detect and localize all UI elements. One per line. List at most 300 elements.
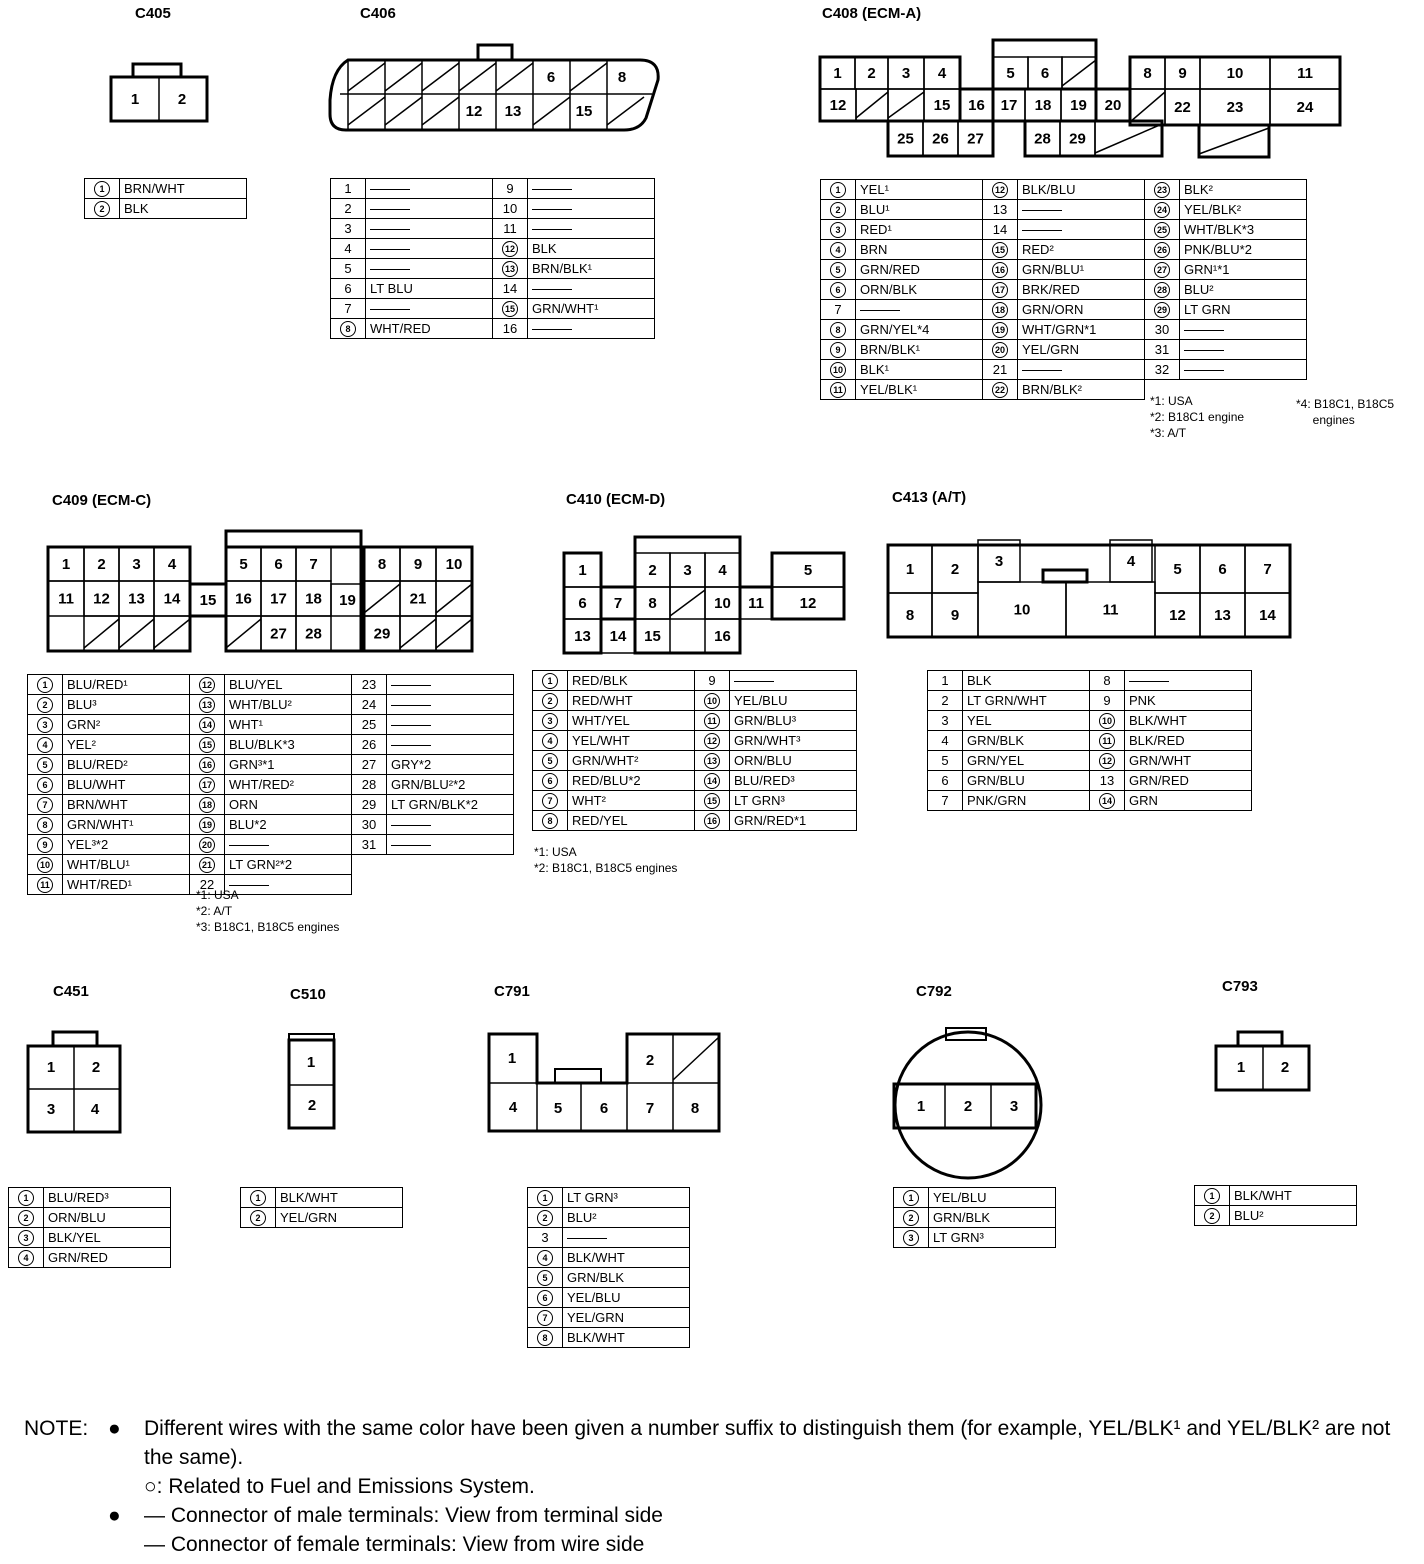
pin-number — [533, 811, 568, 831]
wire-color — [225, 775, 352, 795]
wire-color-text: GRN/BLU — [967, 773, 1025, 788]
circled-pin-number: 12 — [1099, 753, 1115, 769]
cavity-number: 15 — [199, 592, 217, 609]
wire-color — [63, 695, 190, 715]
circled-pin-number: 8 — [542, 813, 558, 829]
wire-color — [387, 815, 514, 835]
bullet-icon: ● — [108, 1504, 121, 1527]
cavity-number: 13 — [574, 628, 591, 645]
cavity-number: 27 — [967, 130, 984, 148]
cavity-number: 27 — [270, 625, 287, 643]
wire-color — [730, 751, 857, 771]
wire-color-text: BLU/WHT — [67, 777, 126, 792]
pin-number — [28, 675, 63, 695]
wire-color — [44, 1208, 171, 1228]
wire-color — [856, 180, 983, 200]
wire-color — [1125, 751, 1252, 771]
cavity-number: 1 — [833, 65, 842, 82]
wire-color — [856, 260, 983, 280]
wire-color — [44, 1248, 171, 1268]
cavity-number: 12 — [1169, 607, 1186, 624]
pin-number — [1145, 180, 1180, 200]
pin-number — [528, 1288, 563, 1308]
pin-number — [28, 755, 63, 775]
pin-row — [28, 755, 514, 775]
pin-number — [983, 200, 1018, 220]
pin-number-text: 30 — [1154, 322, 1170, 337]
circled-pin-number: 10 — [704, 693, 720, 709]
cavity-number: 3 — [901, 65, 911, 82]
wire-color — [1125, 771, 1252, 791]
cavity-number: 2 — [91, 1059, 101, 1076]
circled-pin-number: 2 — [537, 1210, 553, 1226]
cavity-number: 18 — [305, 590, 322, 608]
pin-row — [821, 260, 1307, 280]
circled-pin-number: 19 — [992, 322, 1008, 338]
wire-color — [963, 751, 1090, 771]
circled-pin-number: 6 — [542, 773, 558, 789]
circled-pin-number: 18 — [199, 797, 215, 813]
circled-pin-number: 11 — [1099, 733, 1115, 749]
wire-color — [1018, 320, 1145, 340]
wire-color — [1180, 220, 1307, 240]
wire-color — [1018, 280, 1145, 300]
wire-color-text: BLK/WHT — [567, 1330, 625, 1345]
no-wire-dash — [370, 209, 410, 210]
pin-row — [821, 240, 1307, 260]
circled-pin-number: 16 — [704, 813, 720, 829]
wire-color — [63, 735, 190, 755]
pin-number — [528, 1208, 563, 1228]
pin-number — [1090, 711, 1125, 731]
wire-color — [120, 179, 247, 199]
wire-color-text: LT GRN³ — [734, 793, 785, 808]
c410-pin-table — [532, 670, 857, 831]
pin-number — [821, 280, 856, 300]
wire-color — [276, 1208, 403, 1228]
no-wire-dash — [391, 705, 431, 706]
cavity-number: 28 — [1034, 130, 1051, 148]
blank-cavity-slash — [422, 97, 459, 125]
blank-cavity-slash — [119, 619, 154, 648]
pin-row — [528, 1308, 690, 1328]
wire-color — [1018, 240, 1145, 260]
wire-color-text: ORN/BLU — [734, 753, 792, 768]
blank-cavity-slash — [364, 584, 400, 613]
pin-row — [894, 1188, 1056, 1208]
pin-row — [528, 1288, 690, 1308]
c413-title: C413 (A/T) — [892, 489, 967, 506]
wire-color-text: ORN — [229, 797, 258, 812]
cavity-number: 6 — [274, 556, 283, 573]
note-block — [24, 1414, 1414, 1559]
pin-number — [493, 199, 528, 219]
cavity-number: 8 — [377, 556, 387, 573]
wire-color — [568, 731, 695, 751]
pin-number — [928, 791, 963, 811]
no-wire-dash — [1129, 681, 1169, 682]
note-line-1: Different wires with the same color have been given a number suffix to distinguish them (for example, YEL/BLK¹ and YEL/BLK² are not the same). — [144, 1417, 1391, 1469]
wire-color — [1180, 240, 1307, 260]
c410-title: C410 (ECM-D) — [566, 491, 666, 508]
pin-row — [331, 239, 655, 259]
blank-cavity-slash — [1062, 60, 1096, 86]
circled-pin-number: 11 — [37, 877, 53, 893]
wire-color — [568, 691, 695, 711]
pin-number — [352, 675, 387, 695]
pin-number-text: 24 — [361, 697, 377, 712]
c409-pin-table — [27, 674, 514, 895]
no-wire-dash — [229, 845, 269, 846]
wire-color-text: YEL/GRN — [567, 1310, 625, 1325]
wire-color — [929, 1208, 1056, 1228]
wire-color — [568, 671, 695, 691]
wire-color — [1180, 200, 1307, 220]
wire-color-text: BLK — [124, 201, 149, 216]
pin-row — [533, 751, 857, 771]
no-wire-dash — [532, 329, 572, 330]
cavity-number: 4 — [508, 1099, 518, 1116]
wire-color — [963, 711, 1090, 731]
cavity-number: 1 — [306, 1054, 316, 1071]
circled-pin-number: 13 — [704, 753, 720, 769]
circled-pin-number: 28 — [1154, 282, 1170, 298]
blank-cavity-slash — [348, 63, 385, 91]
pin-number-text: 6 — [941, 773, 949, 788]
c409-title: C409 (ECM-C) — [52, 492, 152, 509]
c451-pin-table — [8, 1187, 171, 1268]
no-wire-dash — [532, 189, 572, 190]
no-wire-dash — [391, 725, 431, 726]
circled-pin-number: 1 — [94, 181, 110, 197]
circled-pin-number: 17 — [992, 282, 1008, 298]
pin-number-text: 10 — [502, 201, 518, 216]
wire-color — [63, 775, 190, 795]
wire-color-text: RED/YEL — [572, 813, 628, 828]
cavity-number: 2 — [97, 556, 106, 573]
circled-pin-number: 1 — [250, 1190, 266, 1206]
pin-row — [528, 1188, 690, 1208]
no-wire-dash — [370, 309, 410, 310]
pin-row — [894, 1228, 1056, 1248]
pin-row — [85, 199, 247, 219]
wire-color-text: GRN/WHT² — [572, 753, 639, 768]
circled-pin-number: 1 — [537, 1190, 553, 1206]
pin-number-text: 3 — [541, 1230, 549, 1245]
circled-pin-number: 27 — [1154, 262, 1170, 278]
pin-number — [1090, 691, 1125, 711]
wire-color — [366, 259, 493, 279]
wire-color-text: PNK — [1129, 693, 1156, 708]
pin-row — [28, 735, 514, 755]
wire-color — [563, 1208, 690, 1228]
wire-color-text: BRN — [860, 242, 888, 257]
circled-pin-number: 3 — [18, 1230, 34, 1246]
pin-number-text: 26 — [361, 737, 377, 752]
no-wire-dash — [370, 189, 410, 190]
note-line-3: — Connector of male terminals: View from terminal side — [144, 1504, 663, 1527]
wire-color-text: WHT/BLU² — [229, 697, 292, 712]
wire-color-text: GRN/WHT — [1129, 753, 1192, 768]
wire-color-text: GRN/RED — [1129, 773, 1189, 788]
wire-color-text: BLK/WHT — [1234, 1188, 1292, 1203]
wire-color — [1180, 360, 1307, 380]
wire-color-text: BLU/RED² — [67, 757, 128, 772]
pin-row — [28, 815, 514, 835]
wire-color-text: BRK/RED — [1022, 282, 1080, 297]
connector-lock-tab — [478, 45, 512, 60]
pin-number — [528, 1248, 563, 1268]
cavity-number: 10 — [714, 595, 731, 612]
wire-color-text: GRN/BLU³ — [734, 713, 797, 728]
pin-number-text: 2 — [344, 201, 352, 216]
blank-cavity-slash — [856, 92, 888, 118]
pin-row — [528, 1208, 690, 1228]
wire-color — [44, 1228, 171, 1248]
pin-number — [28, 795, 63, 815]
cavity-number: 11 — [748, 595, 764, 612]
wire-color — [963, 731, 1090, 751]
wire-color — [63, 715, 190, 735]
wire-color-text: BLU³ — [67, 697, 97, 712]
circled-pin-number: 11 — [704, 713, 720, 729]
pin-row — [533, 811, 857, 831]
circled-pin-number: 13 — [199, 697, 215, 713]
cavity-number: 13 — [128, 590, 145, 608]
wire-color-text: BLK/WHT — [567, 1250, 625, 1265]
pin-row — [821, 300, 1307, 320]
cavity-number: 5 — [553, 1100, 563, 1117]
circled-pin-number: 10 — [1099, 713, 1115, 729]
wire-color — [366, 199, 493, 219]
c792-pin-table — [893, 1187, 1056, 1248]
cavity-number: 22 — [1174, 99, 1191, 116]
circled-pin-number: 13 — [502, 261, 518, 277]
pin-number — [28, 835, 63, 855]
pin-number — [1145, 340, 1180, 360]
pin-row — [9, 1208, 171, 1228]
blank-cavity-slash — [385, 63, 422, 91]
wire-color-text: RED¹ — [860, 222, 892, 237]
circled-pin-number: 10 — [37, 857, 53, 873]
cavity-number: 2 — [177, 91, 187, 108]
circled-pin-number: 2 — [903, 1210, 919, 1226]
pin-number — [1145, 260, 1180, 280]
wire-color-text: BLU/BLK*3 — [229, 737, 295, 752]
cavity-number: 1 — [1236, 1059, 1246, 1076]
connector-lock-tab — [226, 531, 361, 547]
circled-pin-number: 12 — [502, 241, 518, 257]
cavity-number: 23 — [1226, 99, 1244, 116]
pin-number — [331, 259, 366, 279]
pin-row — [928, 671, 1252, 691]
pin-number — [1090, 751, 1125, 771]
wire-color — [963, 671, 1090, 691]
pin-row — [331, 299, 655, 319]
no-wire-dash — [391, 825, 431, 826]
wire-color — [568, 751, 695, 771]
wire-color — [63, 675, 190, 695]
pin-number — [528, 1308, 563, 1328]
circled-pin-number: 3 — [37, 717, 53, 733]
blank-cavity-slash — [436, 584, 472, 613]
cavity-number: 13 — [1214, 607, 1231, 624]
cavity-number: 6 — [1218, 561, 1227, 578]
pin-number-text: 31 — [361, 837, 377, 852]
pin-number — [190, 815, 225, 835]
pin-number — [928, 731, 963, 751]
pin-number — [493, 299, 528, 319]
circled-pin-number: 1 — [903, 1190, 919, 1206]
no-wire-dash — [567, 1238, 607, 1239]
c405-title: C405 — [135, 5, 171, 22]
circled-pin-number: 4 — [18, 1250, 34, 1266]
pin-number — [528, 1228, 563, 1248]
pin-row — [528, 1228, 690, 1248]
blank-cavity-slash — [422, 63, 459, 91]
wire-color — [225, 735, 352, 755]
wire-color — [568, 811, 695, 831]
no-wire-dash — [860, 310, 900, 311]
pin-number — [1090, 791, 1125, 811]
pin-number — [983, 180, 1018, 200]
circled-pin-number: 2 — [542, 693, 558, 709]
cavity-number: 4 — [718, 562, 727, 579]
circled-pin-number: 12 — [199, 677, 215, 693]
no-wire-dash — [734, 681, 774, 682]
cavity-number: 7 — [1263, 561, 1272, 578]
pin-number-text: 9 — [708, 673, 716, 688]
wire-color-text: LT GRN³ — [567, 1190, 618, 1205]
pin-number — [352, 835, 387, 855]
circled-pin-number: 15 — [502, 301, 518, 317]
wire-color-text: BRN/BLK¹ — [532, 261, 592, 276]
blank-cavity-slash — [154, 619, 190, 648]
wire-color-text: BLU*2 — [229, 817, 267, 832]
pin-number-text: 13 — [1099, 773, 1115, 788]
pin-number — [352, 815, 387, 835]
connector-lock-tab — [289, 1034, 334, 1040]
c410-footnotes: *1: USA *2: B18C1, B18C5 engines — [534, 845, 678, 875]
wire-color-text: BLU² — [1234, 1208, 1264, 1223]
no-wire-dash — [1022, 230, 1062, 231]
pin-number — [928, 691, 963, 711]
connector-lock-tab — [133, 64, 181, 77]
wire-color-text: LT GRN³ — [933, 1230, 984, 1245]
wire-color — [44, 1188, 171, 1208]
wire-color — [528, 199, 655, 219]
circled-pin-number: 2 — [37, 697, 53, 713]
wire-color — [387, 755, 514, 775]
cavity-number: 16 — [968, 97, 985, 114]
wire-color-text: BRN/BLK² — [1022, 382, 1082, 397]
cavity-number: 5 — [803, 562, 813, 579]
blank-cavity-slash — [84, 619, 119, 648]
pin-number-text: 32 — [1154, 362, 1170, 377]
wire-color-text: GRN/BLK — [933, 1210, 991, 1225]
wire-color-text: GRN/BLU¹ — [1022, 262, 1085, 277]
circled-pin-number: 15 — [704, 793, 720, 809]
pin-row — [821, 320, 1307, 340]
cavity-number: 15 — [933, 97, 951, 114]
circled-pin-number: 1 — [18, 1190, 34, 1206]
wire-color — [929, 1228, 1056, 1248]
bullet-icon: ● — [108, 1417, 121, 1440]
pin-number-text: 7 — [834, 302, 842, 317]
pin-number — [983, 360, 1018, 380]
cavity-number: 11 — [58, 590, 74, 608]
circled-pin-number: 16 — [199, 757, 215, 773]
pin-number-text: 14 — [502, 281, 518, 296]
wire-color — [225, 695, 352, 715]
pin-number — [352, 735, 387, 755]
circled-pin-number: 21 — [199, 857, 215, 873]
c409-footnotes: *1: USA *2: A/T *3: B18C1, B18C5 engines — [196, 888, 340, 934]
wire-color — [225, 815, 352, 835]
wire-color — [225, 755, 352, 775]
circled-pin-number: 7 — [537, 1310, 553, 1326]
cavity-number: 2 — [648, 562, 657, 579]
wire-color-text: WHT/BLU¹ — [67, 857, 130, 872]
pin-row — [821, 200, 1307, 220]
pin-number-text: 5 — [941, 753, 949, 768]
wire-color — [856, 380, 983, 400]
blank-cavity-slash — [400, 619, 436, 648]
pin-number — [894, 1208, 929, 1228]
circled-pin-number: 29 — [1154, 302, 1170, 318]
wire-color-text: YEL/BLK¹ — [860, 382, 918, 397]
pin-number — [1090, 671, 1125, 691]
pin-number — [533, 751, 568, 771]
wire-color-text: BLU² — [567, 1210, 597, 1225]
pin-number — [352, 715, 387, 735]
circled-pin-number: 14 — [704, 773, 720, 789]
connector-lock-tab — [1238, 1032, 1282, 1046]
note-line-2: ○: Related to Fuel and Emissions System. — [144, 1475, 535, 1498]
wire-color-text: GRN/YEL — [967, 753, 1025, 768]
c406-pin-table — [330, 178, 655, 339]
circled-pin-number: 7 — [542, 793, 558, 809]
wire-color — [120, 199, 247, 219]
cavity-number: 5 — [1006, 65, 1015, 82]
wire-color-text: WHT/RED — [370, 321, 431, 336]
wire-color — [1018, 360, 1145, 380]
circled-pin-number: 22 — [992, 382, 1008, 398]
pin-number-text: 7 — [344, 301, 352, 316]
wire-color — [730, 731, 857, 751]
wire-color-text: RED/BLK — [572, 673, 628, 688]
wire-color — [276, 1188, 403, 1208]
pin-number — [28, 715, 63, 735]
wire-color — [730, 811, 857, 831]
cavity-number: 1 — [507, 1050, 517, 1067]
circled-pin-number: 14 — [199, 717, 215, 733]
cavity-number: 1 — [578, 562, 587, 579]
wire-color-text: WHT² — [572, 793, 606, 808]
cavity-number: 29 — [373, 625, 391, 643]
pin-row — [533, 671, 857, 691]
pin-number — [190, 775, 225, 795]
wire-color — [387, 835, 514, 855]
blank-cavity-slash — [385, 97, 422, 125]
wire-color — [528, 279, 655, 299]
blank-cavity-slash — [607, 97, 644, 125]
cavity-number: 12 — [829, 97, 847, 114]
pin-row — [28, 835, 514, 855]
wire-color — [963, 771, 1090, 791]
wire-color-text: GRN² — [67, 717, 101, 732]
wire-color-text: GRY*2 — [391, 757, 432, 772]
